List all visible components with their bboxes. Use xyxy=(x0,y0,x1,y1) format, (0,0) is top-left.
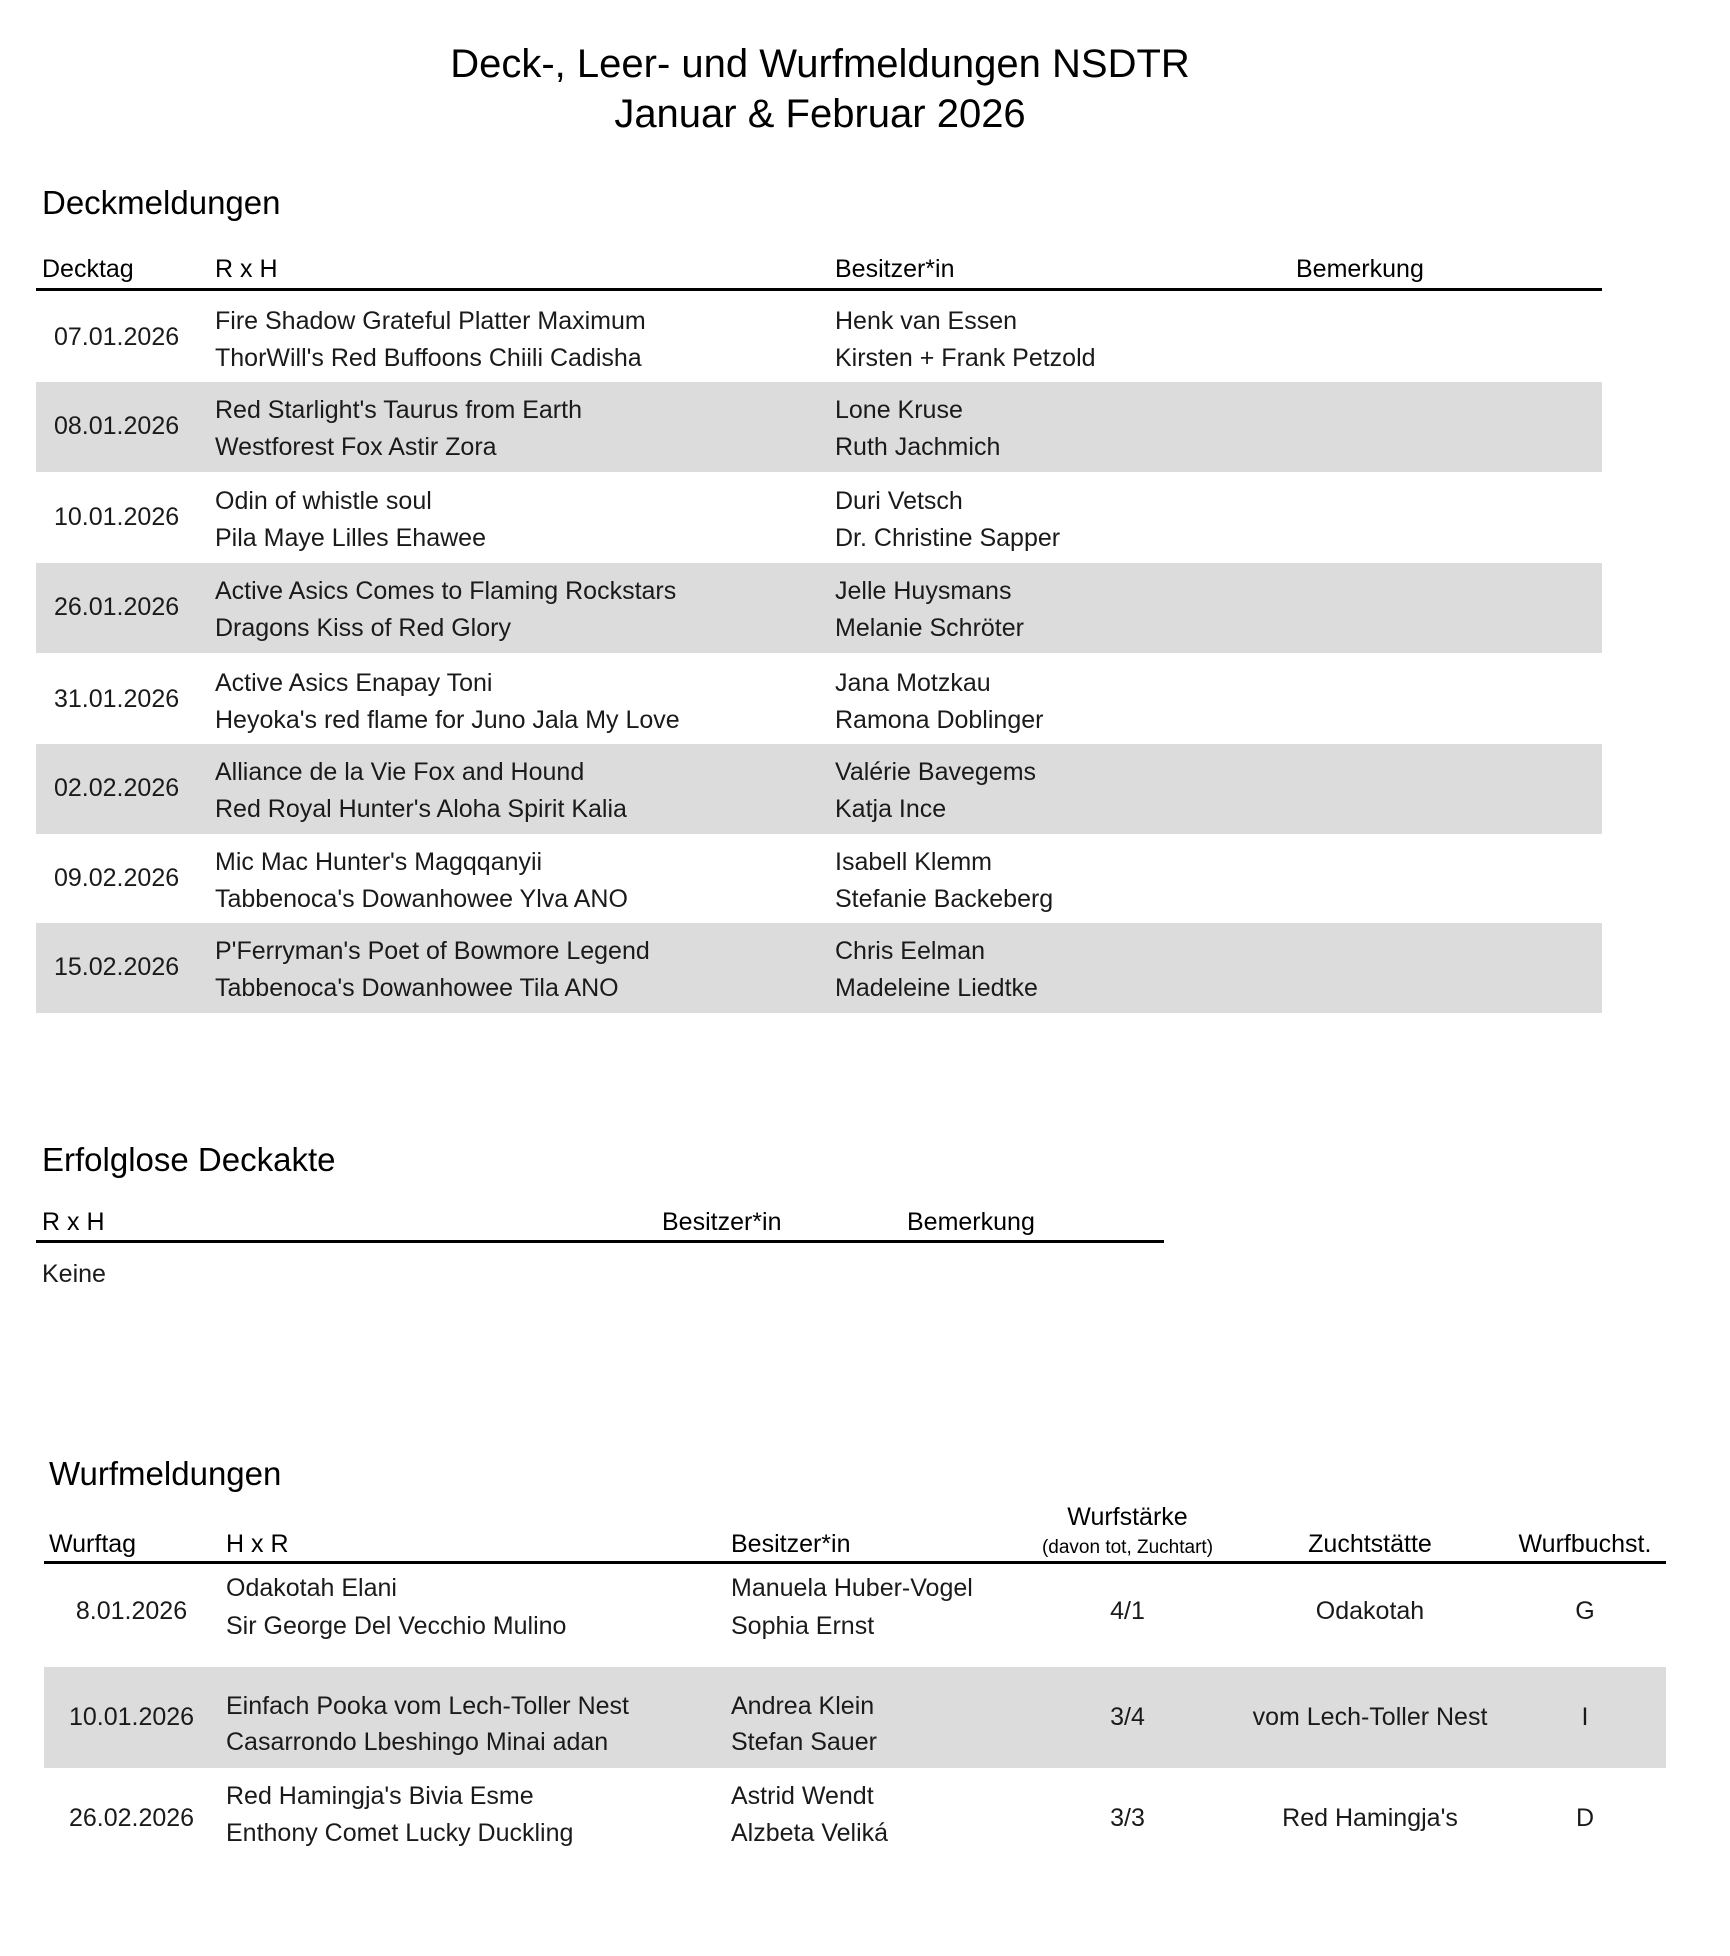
wurfbuchstabe-cell: G xyxy=(1575,1597,1595,1625)
owner-rude-cell: Chris Eelman xyxy=(835,937,986,965)
rude-name-cell: Sir George Del Vecchio Mulino xyxy=(226,1612,567,1640)
table-header-rule xyxy=(36,288,1602,291)
huendin-name-cell: Tabbenoca's Dowanhowee Ylva ANO xyxy=(215,885,628,913)
col-header-rxh: R x H xyxy=(42,1208,105,1236)
decktag-cell: 02.02.2026 xyxy=(54,774,180,802)
section-title-erfolglose-deckakte: Erfolglose Deckakte xyxy=(42,1141,336,1178)
zuchtstaette-cell: Odakotah xyxy=(1315,1597,1425,1625)
rude-name-cell: Red Starlight's Taurus from Earth xyxy=(215,396,582,424)
owner-rude-cell: Stefan Sauer xyxy=(731,1728,877,1756)
document-title: Deck-, Leer- und Wurfmeldungen NSDTR xyxy=(450,42,1190,86)
owner-huendin-cell: Dr. Christine Sapper xyxy=(835,524,1061,552)
huendin-name-cell: Westforest Fox Astir Zora xyxy=(215,433,497,461)
col-header-besitzer: Besitzer*in xyxy=(662,1208,782,1236)
rude-name-cell: Odin of whistle soul xyxy=(215,487,432,515)
huendin-name-cell: Tabbenoca's Dowanhowee Tila ANO xyxy=(215,974,619,1002)
rude-name-cell: Enthony Comet Lucky Duckling xyxy=(226,1819,574,1847)
col-header-wurfstaerke-sub: (davon tot, Zuchtart) xyxy=(1041,1537,1214,1558)
col-header-bemerkung: Bemerkung xyxy=(1296,255,1424,283)
col-header-decktag: Decktag xyxy=(42,255,134,283)
owner-rude-cell: Jelle Huysmans xyxy=(835,577,1012,605)
owner-huendin-cell: Melanie Schröter xyxy=(835,614,1024,642)
document-subtitle: Januar & Februar 2026 xyxy=(614,92,1026,136)
empty-table-text: Keine xyxy=(42,1260,106,1288)
decktag-cell: 08.01.2026 xyxy=(54,412,180,440)
wurftag-cell: 8.01.2026 xyxy=(75,1597,188,1625)
rude-name-cell: Casarrondo Lbeshingo Minai adan xyxy=(226,1728,609,1756)
zuchtstaette-cell: Red Hamingja's xyxy=(1282,1804,1458,1832)
owner-huendin-cell: Kirsten + Frank Petzold xyxy=(835,344,1096,372)
owner-huendin-cell: Stefanie Backeberg xyxy=(835,885,1054,913)
col-header-rxh: R x H xyxy=(215,255,278,283)
col-header-besitzer: Besitzer*in xyxy=(835,255,955,283)
huendin-name-cell: Red Hamingja's Bivia Esme xyxy=(226,1782,534,1810)
rude-name-cell: Active Asics Comes to Flaming Rockstars xyxy=(215,577,677,605)
wurftag-cell: 26.02.2026 xyxy=(68,1804,195,1832)
col-header-wurftag: Wurftag xyxy=(49,1530,137,1558)
owner-huendin-cell: Ruth Jachmich xyxy=(835,433,1001,461)
rude-name-cell: P'Ferryman's Poet of Bowmore Legend xyxy=(215,937,650,965)
owner-rude-cell: Henk van Essen xyxy=(835,307,1018,335)
section-title-deckmeldungen: Deckmeldungen xyxy=(42,184,281,221)
owner-huendin-cell: Manuela Huber-Vogel xyxy=(731,1574,973,1602)
rude-name-cell: Alliance de la Vie Fox and Hound xyxy=(215,758,585,786)
section-title-wurfmeldungen: Wurfmeldungen xyxy=(49,1455,282,1492)
table-header-rule xyxy=(44,1561,1666,1564)
owner-huendin-cell: Katja Ince xyxy=(835,795,947,823)
huendin-name-cell: Odakotah Elani xyxy=(226,1574,397,1602)
huendin-name-cell: ThorWill's Red Buffoons Chiili Cadisha xyxy=(215,344,642,372)
col-header-bemerkung: Bemerkung xyxy=(907,1208,1035,1236)
huendin-name-cell: Red Royal Hunter's Aloha Spirit Kalia xyxy=(215,795,627,823)
owner-huendin-cell: Andrea Klein xyxy=(731,1692,875,1720)
rude-name-cell: Mic Mac Hunter's Magqqanyii xyxy=(215,848,543,876)
decktag-cell: 09.02.2026 xyxy=(54,864,180,892)
wurfbuchstabe-cell: D xyxy=(1575,1804,1595,1832)
rude-name-cell: Fire Shadow Grateful Platter Maximum xyxy=(215,307,646,335)
wurftag-cell: 10.01.2026 xyxy=(68,1703,195,1731)
decktag-cell: 15.02.2026 xyxy=(54,953,180,981)
col-header-hxr: H x R xyxy=(226,1530,289,1558)
decktag-cell: 10.01.2026 xyxy=(54,503,180,531)
huendin-name-cell: Einfach Pooka vom Lech-Toller Nest xyxy=(226,1692,629,1720)
zuchtstaette-cell: vom Lech-Toller Nest xyxy=(1252,1703,1488,1731)
wurfstaerke-cell: 3/4 xyxy=(1110,1703,1145,1731)
owner-rude-cell: Isabell Klemm xyxy=(835,848,992,876)
huendin-name-cell: Dragons Kiss of Red Glory xyxy=(215,614,511,642)
col-header-wurfstaerke: Wurfstärke xyxy=(1067,1503,1188,1531)
owner-rude-cell: Jana Motzkau xyxy=(835,669,991,697)
huendin-name-cell: Heyoka's red flame for Juno Jala My Love xyxy=(215,706,680,734)
owner-rude-cell: Alzbeta Veliká xyxy=(731,1819,889,1847)
owner-huendin-cell: Ramona Doblinger xyxy=(835,706,1044,734)
owner-rude-cell: Valérie Bavegems xyxy=(835,758,1037,786)
wurfbuchstabe-cell: I xyxy=(1581,1703,1589,1731)
owner-huendin-cell: Astrid Wendt xyxy=(731,1782,874,1810)
rude-name-cell: Active Asics Enapay Toni xyxy=(215,669,493,697)
wurfstaerke-cell: 3/3 xyxy=(1110,1804,1145,1832)
decktag-cell: 07.01.2026 xyxy=(54,323,180,351)
owner-rude-cell: Duri Vetsch xyxy=(835,487,963,515)
decktag-cell: 31.01.2026 xyxy=(54,685,180,713)
col-header-wurfbuchstabe: Wurfbuchst. xyxy=(1518,1530,1652,1558)
owner-rude-cell: Sophia Ernst xyxy=(731,1612,875,1640)
decktag-cell: 26.01.2026 xyxy=(54,593,180,621)
owner-huendin-cell: Madeleine Liedtke xyxy=(835,974,1038,1002)
col-header-besitzer: Besitzer*in xyxy=(731,1530,851,1558)
table-header-rule xyxy=(36,1240,1164,1243)
owner-rude-cell: Lone Kruse xyxy=(835,396,963,424)
wurfstaerke-cell: 4/1 xyxy=(1110,1597,1145,1625)
huendin-name-cell: Pila Maye Lilles Ehawee xyxy=(215,524,486,552)
col-header-zuchtstaette: Zuchtstätte xyxy=(1308,1530,1432,1558)
